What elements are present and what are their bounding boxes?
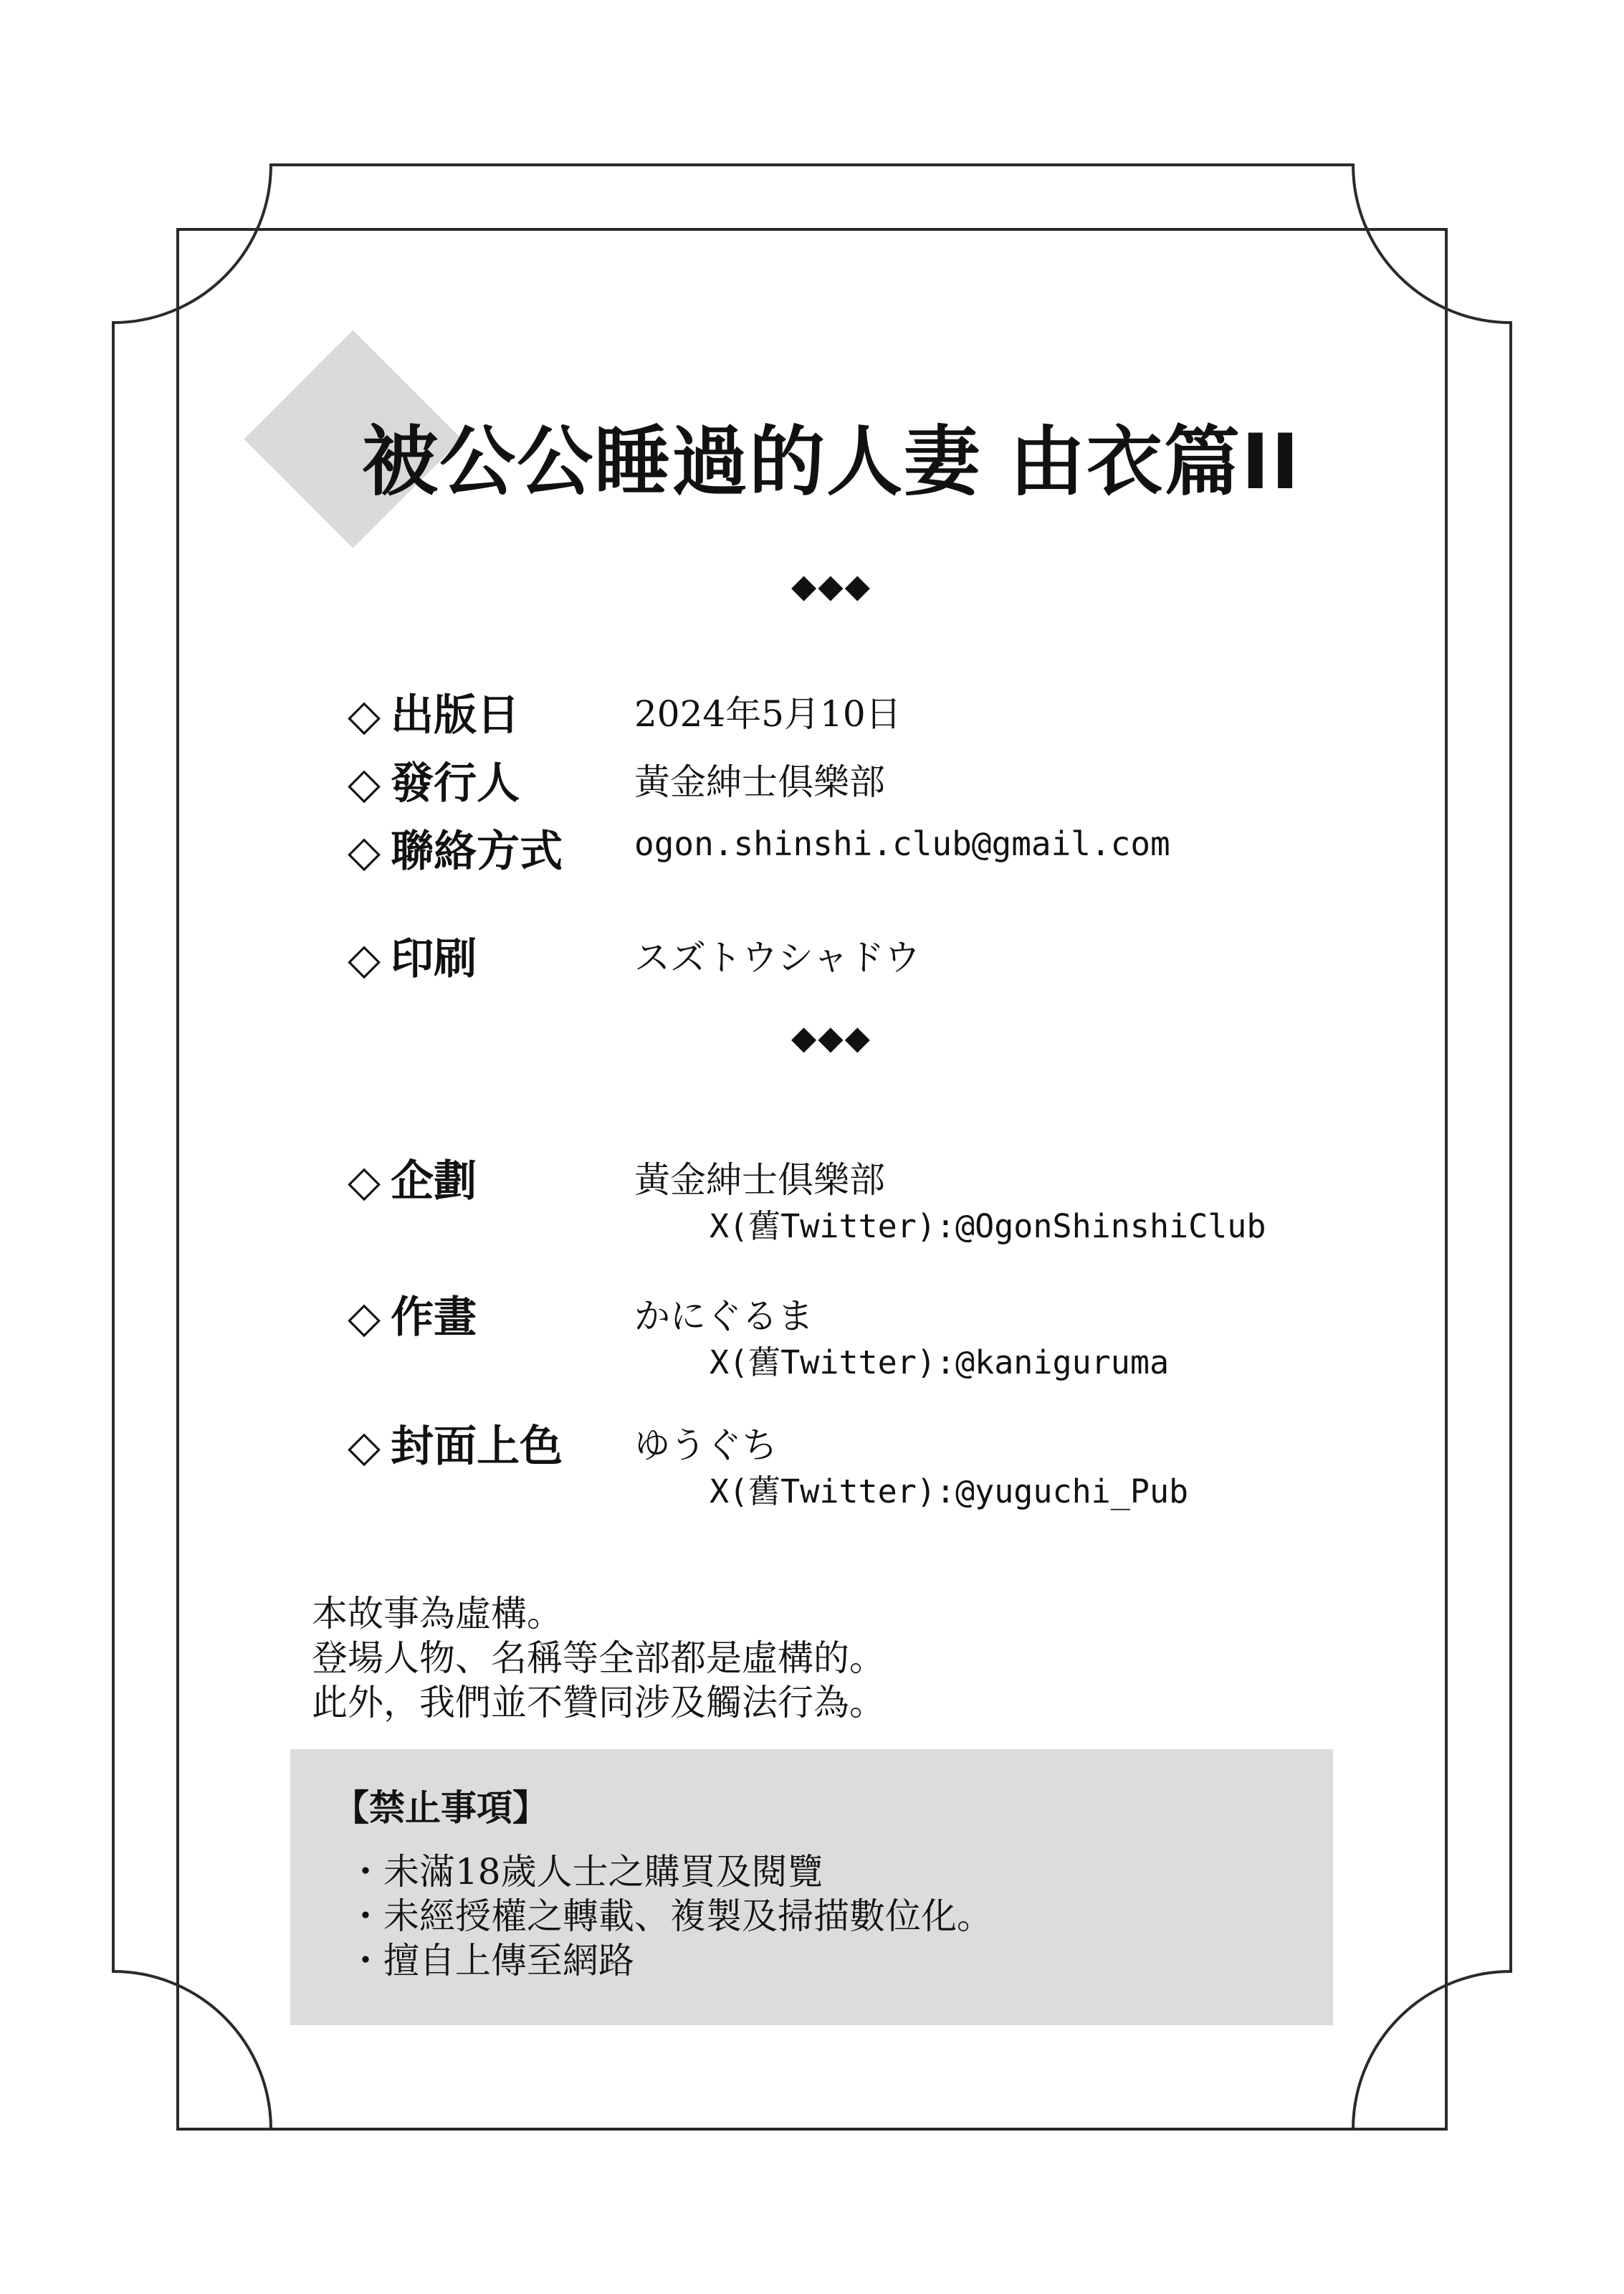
- disclaimer-line: 此外，我們並不贊同涉及觸法行為。: [312, 1682, 885, 1723]
- prohibited-title: 【禁止事項】: [333, 1787, 548, 1829]
- disclaimer: [312, 1591, 885, 1725]
- info-value: スズトウシャドウ: [634, 937, 920, 979]
- credit-label: ◇ 作畫: [348, 1293, 477, 1343]
- list-item: ・擅自上傳至網路: [348, 1940, 634, 1981]
- list-item: ・未滿18歲人士之購買及閱覽: [348, 1851, 823, 1893]
- credit-value: 黃金紳士俱樂部: [634, 1159, 885, 1201]
- credit-social-handle: X(舊Twitter):@OgonShinshiClub: [710, 1207, 1266, 1245]
- info-label: ◇ 印刷: [348, 934, 477, 984]
- credit-social-handle: X(舊Twitter):@kaniguruma: [710, 1343, 1170, 1381]
- credit-value: かにぐるま: [634, 1295, 813, 1337]
- credit-label: ◇ 企劃: [348, 1156, 477, 1207]
- list-item: ・未經授權之轉載、複製及掃描數位化。: [348, 1895, 993, 1937]
- info-value: 黃金紳士俱樂部: [634, 761, 885, 803]
- page-title: 被公公睡過的人妻 由衣篇II: [362, 418, 1301, 506]
- info-label: ◇ 發行人: [348, 758, 520, 809]
- disclaimer-line: 本故事為虛構。: [312, 1593, 563, 1634]
- credit-social-handle: X(舊Twitter):@yuguchi_Pub: [710, 1472, 1189, 1510]
- info-value: 2024年5月10日: [634, 693, 902, 735]
- disclaimer-line: 登場人物、名稱等全部都是虛構的。: [312, 1637, 885, 1679]
- prohibited-notice-box: [290, 1749, 1333, 2025]
- divider-top: ◆◆◆: [790, 566, 872, 605]
- credit-label: ◇ 封面上色: [348, 1422, 563, 1472]
- contact-email[interactable]: ogon.shinshi.club@gmail.com: [634, 824, 1170, 863]
- info-label: ◇ 出版日: [348, 690, 520, 741]
- divider-middle: ◆◆◆: [790, 1018, 872, 1057]
- prohibited-list: [348, 1850, 993, 1983]
- credit-value: ゆうぐち: [634, 1424, 778, 1466]
- info-label: ◇ 聯絡方式: [348, 827, 563, 877]
